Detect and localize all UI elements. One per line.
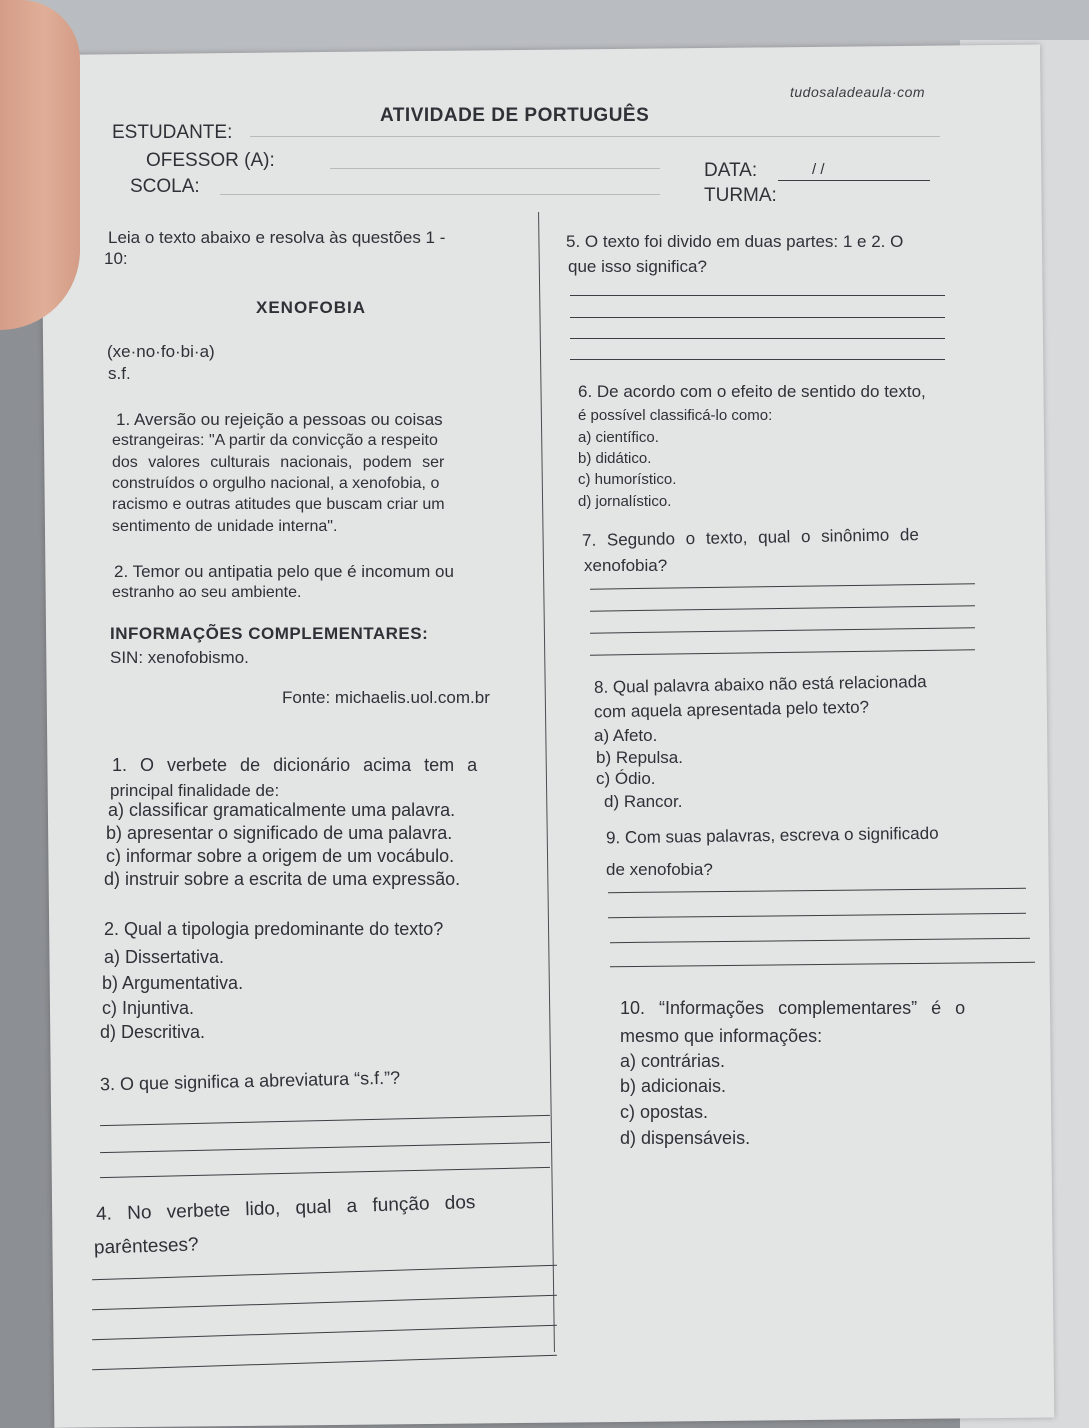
q2-option[interactable]: d) Descritiva.	[100, 1022, 206, 1042]
question-6: é possível classificá-lo como:	[578, 407, 773, 424]
question-9: de xenofobia?	[606, 860, 713, 879]
entry-class: s.f.	[108, 364, 131, 383]
source-line: Fonte: michaelis.uol.com.br	[282, 688, 490, 707]
question-8: com aquela apresentada pelo texto?	[593, 697, 870, 722]
def1-line: estrangeiras: "A partir da convicção a respeito	[112, 432, 438, 449]
question-1: principal finalidade de:	[110, 781, 280, 800]
q1-option[interactable]: c) informar sobre a origem de um vocábulo.	[106, 846, 455, 866]
def1-line: sentimento de unidade interna".	[112, 518, 338, 535]
question-5: que isso significa?	[568, 257, 707, 276]
def1-line: construídos o orgulho nacional, a xenofobia, o	[112, 475, 440, 492]
synonym-line: SIN: xenofobismo.	[110, 648, 249, 667]
answer-line[interactable]	[92, 1295, 557, 1311]
school-line	[220, 194, 660, 195]
answer-line[interactable]	[92, 1325, 557, 1341]
page-title: ATIVIDADE DE PORTUGUÊS	[380, 105, 650, 126]
question-10: mesmo que informações:	[620, 1026, 823, 1046]
entry-syllables: (xe·no·fo·bi·a)	[107, 342, 215, 361]
question-7: xenofobia?	[584, 556, 668, 575]
finger-holding-paper	[0, 0, 80, 330]
q6-option[interactable]: b) didático.	[578, 450, 652, 467]
date-label: DATA:	[704, 160, 758, 181]
answer-line[interactable]	[570, 359, 945, 360]
q8-option[interactable]: d) Rancor.	[604, 792, 683, 811]
q10-option[interactable]: b) adicionais.	[620, 1076, 727, 1096]
intro-line-1: Leia o texto abaixo e resolva às questões 1 -	[108, 228, 446, 247]
answer-line[interactable]	[610, 962, 1035, 967]
question-10: 10. “Informações complementares” é o	[620, 998, 966, 1018]
q1-option[interactable]: b) apresentar o significado de uma palavra.	[106, 823, 453, 843]
answer-line[interactable]	[610, 938, 1030, 943]
question-3: 3. O que significa a abreviatura “s.f.”?	[99, 1067, 401, 1095]
info-heading: INFORMAÇÕES COMPLEMENTARES:	[110, 624, 429, 643]
answer-line[interactable]	[590, 627, 975, 633]
q6-option[interactable]: a) científico.	[578, 429, 659, 446]
teacher-line	[330, 168, 660, 169]
question-5: 5. O texto foi divido em duas partes: 1 e 2. O	[566, 232, 904, 251]
question-4: 4. No verbete lido, qual a função dos	[95, 1192, 476, 1225]
answer-line[interactable]	[608, 913, 1026, 918]
date-slashes: / /	[812, 161, 825, 178]
q6-option[interactable]: d) jornalístico.	[578, 493, 672, 510]
site-watermark: tudosaladeaula·com	[790, 84, 926, 100]
question-7: 7. Segundo o texto, qual o sinônimo de	[581, 525, 920, 550]
def1-line: racismo e outras atitudes que buscam criar um	[112, 496, 445, 513]
column-divider	[538, 212, 555, 1352]
answer-line[interactable]	[92, 1355, 557, 1371]
teacher-label: OFESSOR (A):	[146, 150, 275, 171]
q2-option[interactable]: c) Injuntiva.	[102, 998, 195, 1018]
date-line	[778, 180, 930, 181]
student-line	[250, 136, 940, 137]
q1-option[interactable]: a) classificar gramaticalmente uma palavra.	[108, 800, 456, 820]
answer-line[interactable]	[570, 338, 945, 339]
question-1: 1. O verbete de dicionário acima tem a	[112, 755, 478, 775]
q8-option[interactable]: a) Afeto.	[594, 726, 658, 745]
answer-line[interactable]	[100, 1142, 550, 1153]
q10-option[interactable]: d) dispensáveis.	[620, 1128, 751, 1148]
answer-line[interactable]	[590, 605, 975, 611]
answer-line[interactable]	[608, 888, 1026, 893]
student-label: ESTUDANTE:	[112, 122, 233, 143]
q2-option[interactable]: a) Dissertativa.	[104, 947, 225, 967]
def2-line: estranho ao seu ambiente.	[112, 584, 302, 601]
class-label: TURMA:	[704, 185, 777, 206]
q8-option[interactable]: b) Repulsa.	[596, 748, 683, 767]
answer-line[interactable]	[100, 1167, 550, 1178]
answer-line[interactable]	[570, 295, 945, 296]
def2-line: 2. Temor ou antipatia pelo que é incomum ou	[114, 562, 454, 581]
answer-line[interactable]	[92, 1265, 557, 1281]
school-label: SCOLA:	[130, 176, 200, 197]
def1-line: dos valores culturais nacionais, podem ser	[112, 454, 445, 471]
q8-option[interactable]: c) Ódio.	[596, 769, 656, 788]
question-2: 2. Qual a tipologia predominante do texto?	[104, 919, 444, 939]
answer-line[interactable]	[590, 583, 975, 589]
question-6: 6. De acordo com o efeito de sentido do texto,	[578, 382, 926, 401]
intro-line-2: 10:	[104, 249, 128, 268]
answer-line[interactable]	[570, 317, 945, 318]
def1-line: 1. Aversão ou rejeição a pessoas ou coisas	[116, 410, 443, 429]
answer-line[interactable]	[100, 1115, 550, 1126]
answer-line[interactable]	[590, 649, 975, 655]
q10-option[interactable]: c) opostas.	[620, 1102, 709, 1122]
question-4: parênteses?	[93, 1234, 199, 1259]
q2-option[interactable]: b) Argumentativa.	[102, 973, 244, 993]
entry-heading: XENOFOBIA	[256, 298, 367, 317]
q10-option[interactable]: a) contrárias.	[620, 1051, 726, 1071]
question-9: 9. Com suas palavras, escreva o significado	[605, 823, 939, 848]
q1-option[interactable]: d) instruir sobre a escrita de uma expressão.	[104, 869, 461, 889]
q6-option[interactable]: c) humorístico.	[578, 471, 677, 488]
question-8: 8. Qual palavra abaixo não está relacionada	[593, 672, 927, 697]
